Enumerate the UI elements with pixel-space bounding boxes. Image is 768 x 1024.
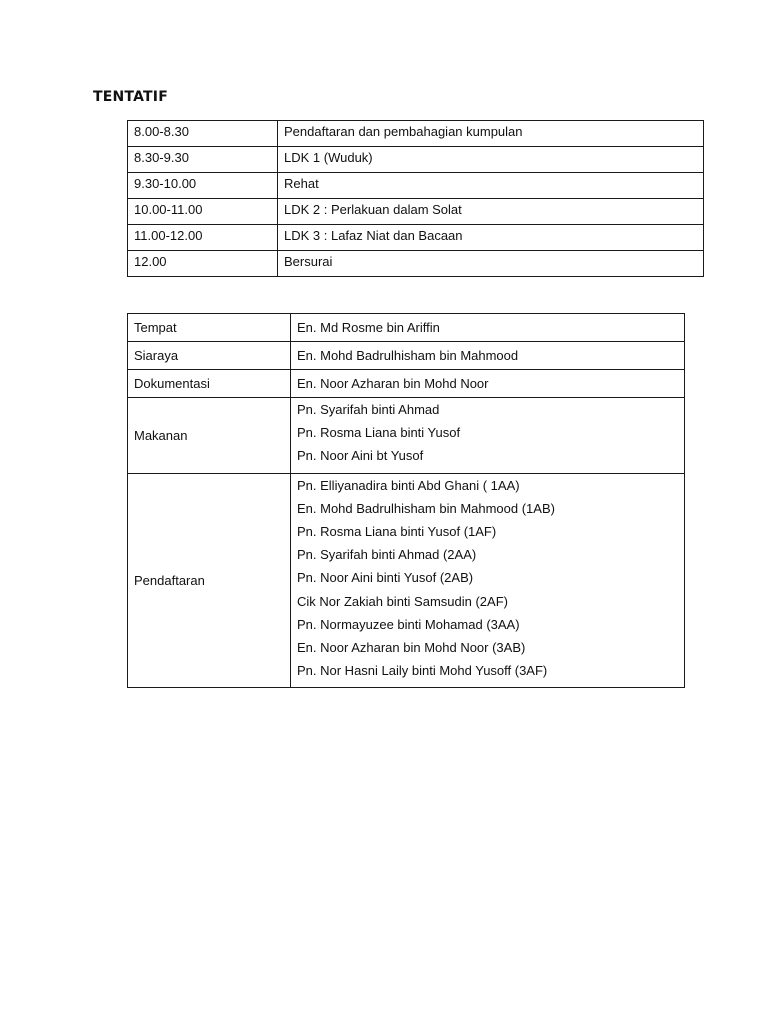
name-line: Pn. Rosma Liana binti Yusof (1AF): [297, 523, 497, 539]
table-row: [128, 370, 685, 398]
activity-cell: LDK 2 : Perlakuan dalam Solat: [278, 199, 704, 225]
activity-cell: LDK 1 (Wuduk): [278, 147, 704, 173]
table-row: [128, 473, 685, 688]
activity-cell: LDK 3 : Lafaz Niat dan Bacaan: [278, 225, 704, 251]
table-row: [128, 314, 685, 342]
activity-cell: Rehat: [278, 173, 704, 199]
role-cell: Dokumentasi: [128, 370, 291, 398]
activity-cell: Pendaftaran dan pembahagian kumpulan: [278, 121, 704, 147]
table-row: [128, 398, 685, 474]
schedule-table: [127, 120, 704, 277]
role-cell: Tempat: [128, 314, 291, 342]
time-cell: 8.00-8.30: [128, 121, 278, 147]
table-row: [128, 173, 704, 199]
name-line: En. Mohd Badrulhisham bin Mahmood (1AB): [297, 500, 555, 516]
names-cell: En. Noor Azharan bin Mohd Noor: [291, 370, 685, 398]
page-title: TENTATIF: [93, 89, 168, 105]
name-line: Pn. Syarifah binti Ahmad (2AA): [297, 547, 477, 563]
activity-cell: Bersurai: [278, 251, 704, 277]
table-row: [128, 199, 704, 225]
name-line: Pn. Elliyanadira binti Abd Ghani ( 1AA): [297, 477, 520, 493]
committee-table: [127, 313, 685, 688]
role-cell: Pendaftaran: [128, 473, 291, 688]
time-cell: 11.00-12.00: [128, 225, 278, 251]
table-row: [128, 121, 704, 147]
role-cell: Siaraya: [128, 342, 291, 370]
table-row: [128, 251, 704, 277]
name-line: Cik Nor Zakiah binti Samsudin (2AF): [297, 593, 508, 609]
time-cell: 10.00-11.00: [128, 199, 278, 225]
name-line: Pn. Syarifah binti Ahmad: [297, 402, 440, 417]
names-cell: En. Md Rosme bin Ariffin: [291, 314, 685, 342]
table-row: [128, 342, 685, 370]
name-line: Pn. Normayuzee binti Mohamad (3AA): [297, 616, 520, 632]
name-line: Pn. Rosma Liana binti Yusof: [297, 425, 461, 441]
name-line: Pn. Nor Hasni Laily binti Mohd Yusoff (3AF): [297, 663, 548, 679]
names-cell: [291, 398, 685, 474]
time-cell: 12.00: [128, 251, 278, 277]
name-line: Pn. Noor Aini binti Yusof (2AB): [297, 570, 474, 586]
role-cell: Makanan: [128, 398, 291, 474]
table-row: [128, 225, 704, 251]
name-line: En. Noor Azharan bin Mohd Noor (3AB): [297, 639, 526, 655]
table-row: [128, 147, 704, 173]
names-cell: En. Mohd Badrulhisham bin Mahmood: [291, 342, 685, 370]
time-cell: 9.30-10.00: [128, 173, 278, 199]
name-line: Pn. Noor Aini bt Yusof: [297, 448, 424, 464]
names-cell: [291, 473, 685, 688]
time-cell: 8.30-9.30: [128, 147, 278, 173]
